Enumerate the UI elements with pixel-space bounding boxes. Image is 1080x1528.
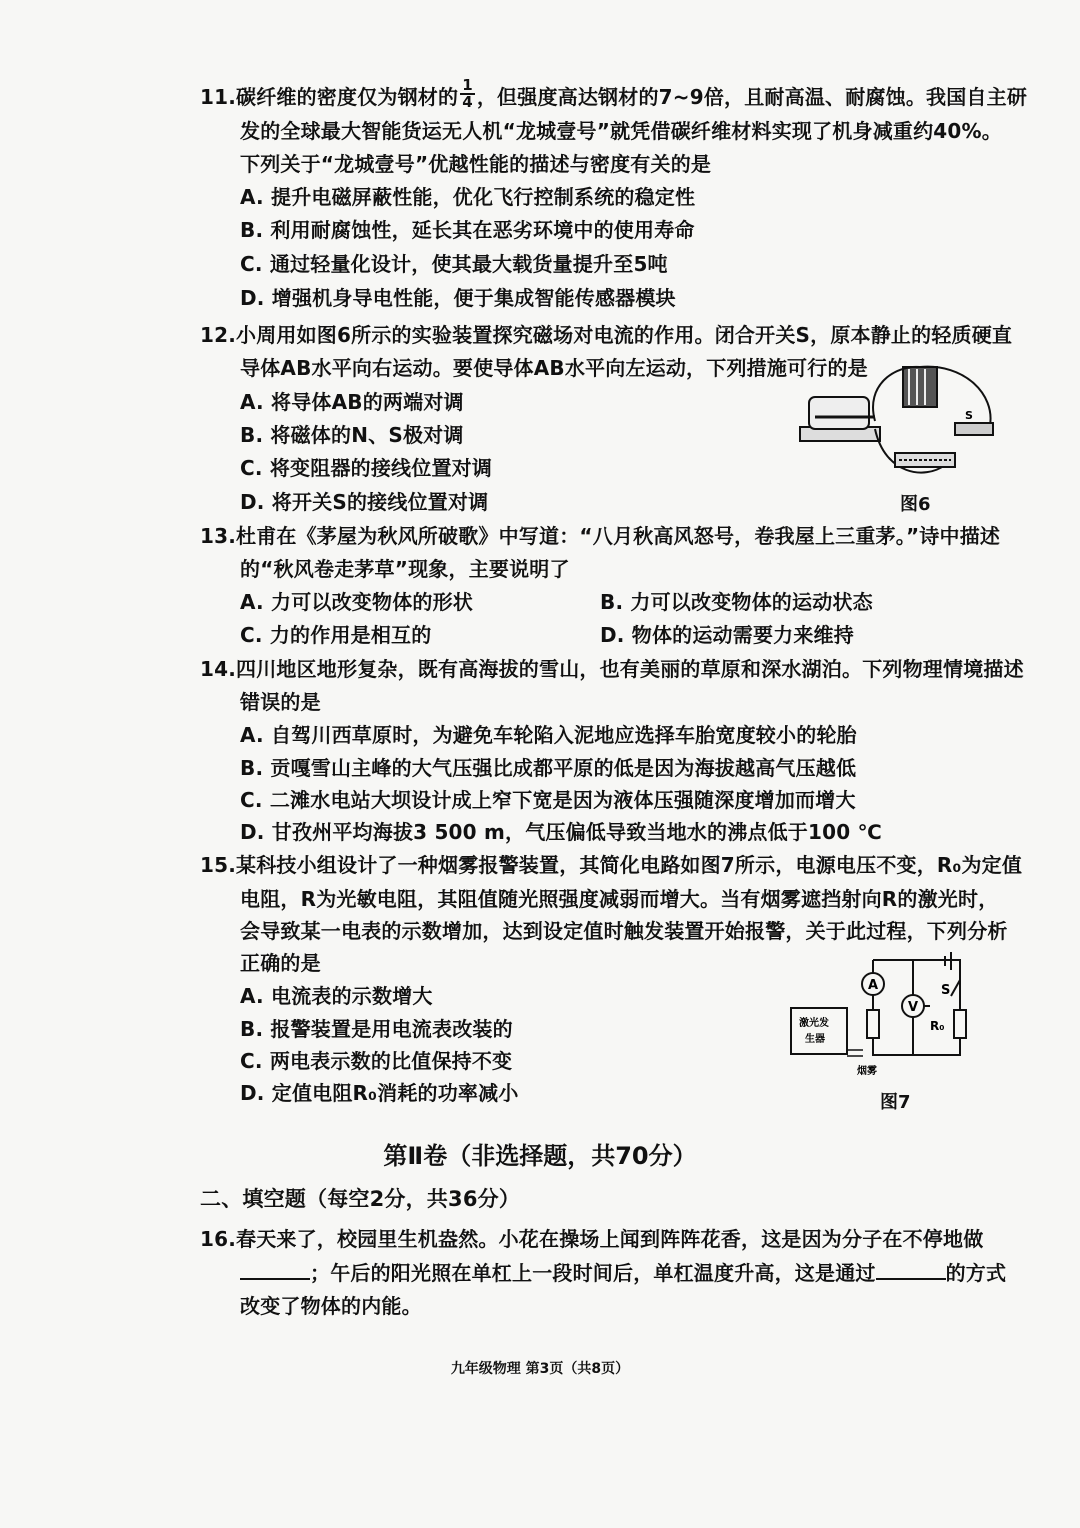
- photoresistor-r: [867, 1010, 879, 1038]
- section-2-title: 第Ⅱ卷（非选择题，共70分）: [383, 1142, 697, 1170]
- q14-line1: [200, 656, 1024, 682]
- voltmeter-label: V: [908, 1000, 919, 1015]
- q11-line3: 下列关于“龙城壹号”优越性能的描述与密度有关的是: [240, 152, 712, 176]
- q12-option-c: C. 将变阻器的接线位置对调: [240, 456, 493, 480]
- answer-blank-2[interactable]: [876, 1260, 946, 1280]
- fraction-one-quarter: [460, 75, 475, 111]
- q15-option-d: D. 定值电阻R₀消耗的功率减小: [240, 1081, 519, 1105]
- q15-line2: 电阻，R为光敏电阻，其阻值随光照强度减弱而增大。当有烟雾遮挡射向R的激光时，: [240, 887, 999, 911]
- svg-text:激光发: 激光发: [799, 1018, 829, 1029]
- q12-option-b: B. 将磁体的N、S极对调: [240, 423, 464, 447]
- switch-s: [955, 423, 993, 435]
- svg-text:生器: 生器: [805, 1034, 825, 1045]
- q13-option-a: A. 力可以改变物体的形状: [240, 590, 474, 614]
- q13-option-b: B. 力可以改变物体的运动状态: [600, 590, 873, 614]
- q11-text-a: 碳纤维的密度仅为钢材的: [236, 85, 459, 109]
- q13-text: 杜甫在《茅屋为秋风所破歌》中写道：“八月秋高风怒号，卷我屋上三重茅。”诗中描述: [236, 524, 1001, 548]
- fraction-denominator: 4: [462, 92, 473, 111]
- q15-line4: 正确的是: [240, 951, 321, 975]
- switch-s-label: S: [941, 983, 951, 998]
- q11-option-a: A. 提升电磁屏蔽性能，优化飞行控制系统的稳定性: [240, 185, 696, 209]
- figure-6-apparatus: [795, 355, 1005, 485]
- q15-option-b: B. 报警装置是用电流表改装的: [240, 1017, 513, 1041]
- section-2-heading: 二、填空题（每空2分，共36分）: [200, 1187, 521, 1211]
- q14-text: 四川地区地形复杂，既有高海拔的雪山，也有美丽的草原和深水湖泊。下列物理情境描述: [236, 657, 1024, 681]
- q11-line1: [200, 75, 1028, 111]
- q16-line1: [200, 1226, 983, 1252]
- q12-text: 小周用如图6所示的实验装置探究磁场对电流的作用。闭合开关S，原本静止的轻质硬直: [236, 323, 1013, 347]
- q12-line2: 导体AB水平向右运动。要使导体AB水平向左运动，下列措施可行的是: [240, 356, 868, 380]
- q13-option-d: D. 物体的运动需要力来维持: [600, 623, 854, 647]
- q11-option-b: B. 利用耐腐蚀性，延长其在恶劣环境中的使用寿命: [240, 218, 695, 242]
- q11-option-c: C. 通过轻量化设计，使其最大载货量提升至5吨: [240, 252, 668, 276]
- q11-number: 11.: [200, 85, 237, 109]
- fraction-numerator: 1: [462, 75, 473, 94]
- r0-label: R₀: [930, 1019, 945, 1033]
- q16-text: 春天来了，校园里生机盎然。小花在操场上闻到阵阵花香，这是因为分子在不停地做: [236, 1227, 984, 1251]
- q12-line1: [200, 322, 1012, 348]
- q15-line3: 会导致某一电表的示数增加，达到设定值时触发装置开始报警，关于此过程，下列分析: [240, 919, 1008, 943]
- q15-text: 某科技小组设计了一种烟雾报警装置，其简化电路如图7所示，电源电压不变，R₀为定值: [236, 853, 1023, 877]
- q16-text-b: ；午后的阳光照在单杠上一段时间后，单杠温度升高，这是通过: [310, 1261, 876, 1285]
- figure-7-label: 图7: [880, 1092, 911, 1113]
- switch-s-label: S: [965, 409, 973, 422]
- q13-line1: [200, 523, 1000, 549]
- q14-option-d: D. 甘孜州平均海拔3 500 m，气压偏低导致当地水的沸点低于100 ℃: [240, 820, 882, 844]
- q14-option-c: C. 二滩水电站大坝设计成上窄下宽是因为液体压强随深度增加而增大: [240, 788, 856, 812]
- q11-text-b: ，但强度高达钢材的7~9倍，且耐高温、耐腐蚀。我国自主研: [476, 85, 1028, 109]
- q13-line2: 的“秋风卷走茅草”现象，主要说明了: [240, 557, 570, 581]
- q11-option-d: D. 增强机身导电性能，便于集成智能传感器模块: [240, 286, 676, 310]
- q14-option-a: A. 自驾川西草原时，为避免车轮陷入泥地应选择车胎宽度较小的轮胎: [240, 723, 857, 747]
- q12-number: 12.: [200, 323, 237, 347]
- q16-text-c: 的方式: [945, 1261, 1007, 1285]
- q13-option-c: C. 力的作用是相互的: [240, 623, 432, 647]
- q12-option-a: A. 将导体AB的两端对调: [240, 390, 464, 414]
- answer-blank-1[interactable]: [240, 1260, 310, 1280]
- q15-number: 15.: [200, 853, 237, 877]
- q12-option-d: D. 将开关S的接线位置对调: [240, 490, 489, 514]
- q14-line2: 错误的是: [240, 690, 321, 714]
- ammeter-label: A: [868, 978, 879, 993]
- q15-option-c: C. 两电表示数的比值保持不变: [240, 1049, 513, 1073]
- q11-line2: 发的全球最大智能货运无人机“龙城壹号”就凭借碳纤维材料实现了机身减重约40%。: [240, 119, 1002, 143]
- page-footer: 九年级物理 第3页（共8页）: [450, 1361, 630, 1377]
- q13-number: 13.: [200, 524, 237, 548]
- laser-emitter-box: [791, 1008, 847, 1054]
- q15-line1: [200, 852, 1022, 878]
- resistor-r0: [954, 1010, 966, 1038]
- q16-line2: [240, 1260, 1006, 1286]
- smoke-label: 烟雾: [857, 1066, 877, 1077]
- figure-7-circuit: [785, 950, 980, 1080]
- q16-number: 16.: [200, 1227, 237, 1251]
- q14-option-b: B. 贡嘎雪山主峰的大气压强比成都平原的低是因为海拔越高气压越低: [240, 756, 857, 780]
- q15-option-a: A. 电流表的示数增大: [240, 984, 433, 1008]
- q14-number: 14.: [200, 657, 237, 681]
- u-magnet: [809, 397, 869, 429]
- switch-s-icon: [951, 980, 960, 996]
- figure-6-label: 图6: [900, 494, 931, 515]
- q16-line3: 改变了物体的内能。: [240, 1294, 422, 1318]
